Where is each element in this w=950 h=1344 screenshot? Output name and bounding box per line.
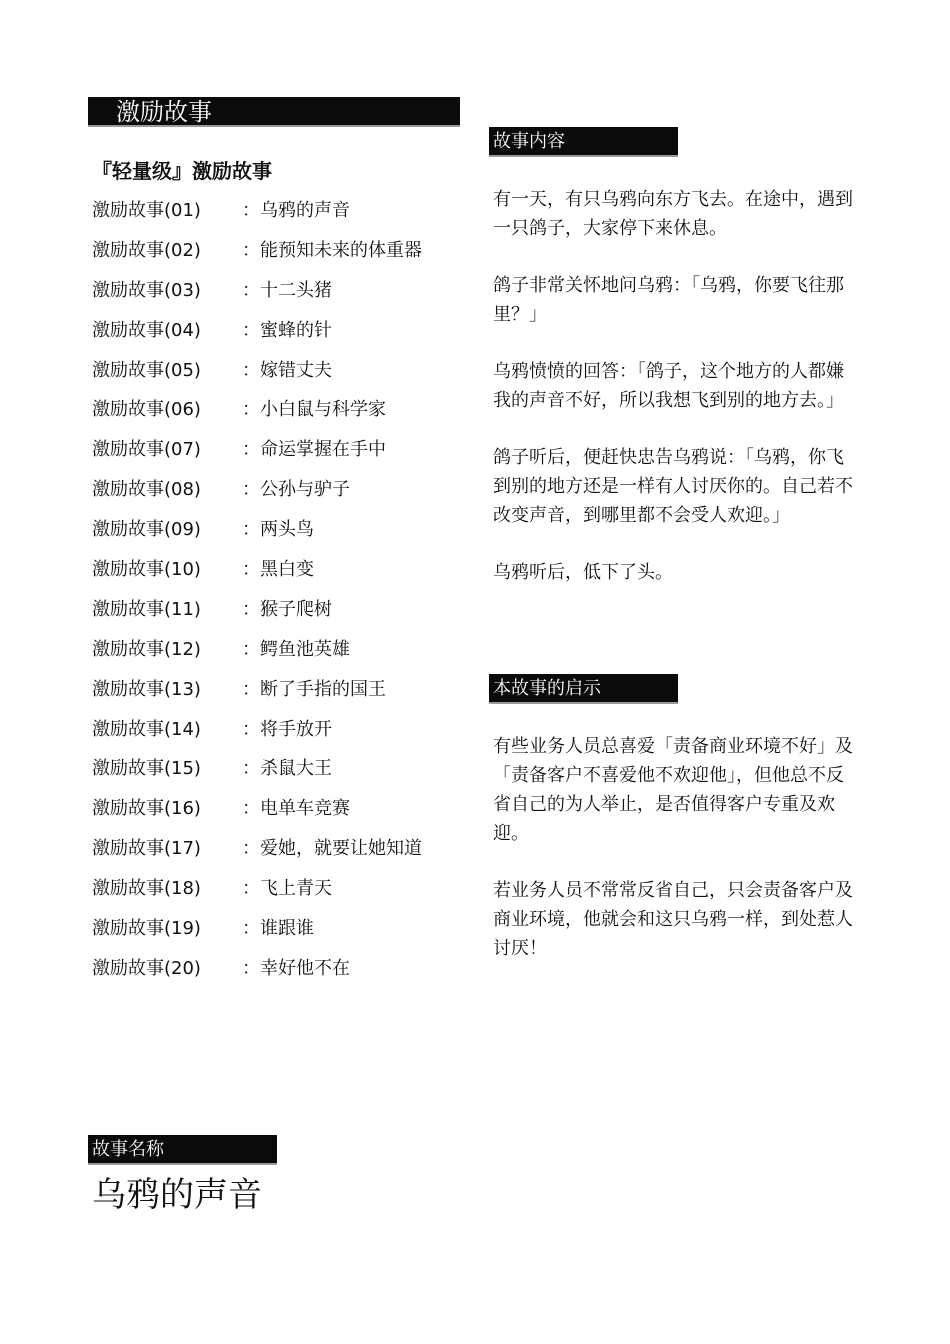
list-item[interactable] [92,277,462,317]
lesson-paragraph: 若业务人员不常常反省自己，只会责备客户及商业环境，他就会和这只乌鸦一样，到处惹人讨厌！ [493,880,853,959]
story-number: 激励故事(03) [92,279,201,301]
story-number: 激励故事(17) [92,838,201,860]
story-title: ：公孙与驴子 [242,479,350,501]
story-name-heading: 故事名称 [88,1135,277,1165]
story-number: 激励故事(01) [92,200,201,221]
list-item[interactable] [92,237,462,277]
story-number: 激励故事(16) [92,798,201,820]
list-item[interactable] [92,596,462,636]
story-title: ：黑白变 [242,559,314,581]
story-number: 激励故事(04) [92,319,201,341]
list-item[interactable] [92,716,462,756]
lesson-paragraph: 有些业务人员总喜爱「责备商业环境不好」及 「责备客户不喜爱他不欢迎他」，但他总不反省自己的为人举止，是否值得客户专重及欢迎。 [493,736,853,844]
list-item[interactable] [92,516,462,556]
story-number: 激励故事(07) [92,439,201,461]
list-item[interactable] [92,396,462,436]
story-title: ：能预知未来的体重器 [242,239,422,261]
series-subtitle: 『轻量级』激励故事 [92,159,272,183]
story-number: 激励故事(06) [92,399,201,421]
list-item[interactable] [92,955,462,995]
content-paragraph: 有一天，有只乌鸦向东方飞去。在途中，遇到一只鸽子，大家停下来休息。 [493,189,853,239]
story-title: ：乌鸦的声音 [242,200,350,221]
list-item[interactable] [92,556,462,596]
story-title: ：杀鼠大王 [242,758,332,780]
story-number: 激励故事(19) [92,918,201,940]
story-number: 激励故事(14) [92,718,201,740]
list-item[interactable] [92,197,462,237]
story-number: 激励故事(05) [92,359,201,381]
story-number: 激励故事(15) [92,758,201,780]
list-item[interactable] [92,755,462,795]
story-number: 激励故事(08) [92,479,201,501]
story-number: 激励故事(09) [92,519,201,541]
story-number: 激励故事(13) [92,678,201,700]
story-number: 激励故事(02) [92,239,201,261]
story-lesson [493,732,861,991]
list-item[interactable] [92,795,462,835]
list-item[interactable] [92,835,462,875]
story-name: 乌鸦的声音 [92,1175,262,1215]
story-title: ：飞上青天 [242,878,332,900]
story-number: 激励故事(20) [92,957,201,979]
content-paragraph: 乌鸦听后，低下了头。 [493,562,673,583]
story-number: 激励故事(12) [92,638,201,660]
story-title: ：电单车竞赛 [242,798,350,820]
story-title: ：嫁错丈夫 [242,359,332,381]
content-paragraph: 鸽子非常关怀地问乌鸦：「乌鸦，你要飞往那里？」 [493,275,844,325]
list-item[interactable] [92,476,462,516]
list-item[interactable] [92,915,462,955]
list-item[interactable] [92,317,462,357]
page-title: 激励故事 [88,97,460,127]
story-content [493,185,861,615]
content-heading: 故事内容 [489,127,678,157]
story-title: ：十二头猪 [242,279,332,301]
list-item[interactable] [92,436,462,476]
story-title: ：蜜蜂的针 [242,319,332,341]
story-number: 激励故事(18) [92,878,201,900]
content-paragraph: 鸽子听后，便赶快忠告乌鸦说：「乌鸦，你飞到别的地方还是一样有人讨厌你的。自己若不改变声音，到哪里都不会受人欢迎。」 [493,447,853,526]
story-title: ：将手放开 [242,718,332,740]
story-number: 激励故事(11) [92,598,201,620]
list-item[interactable] [92,875,462,915]
story-title: ：小白鼠与科学家 [242,399,386,421]
story-title: ：爱她，就要让她知道 [242,838,422,860]
story-index [92,197,462,995]
story-number: 激励故事(10) [92,559,201,581]
story-title: ：幸好他不在 [242,957,350,979]
story-title: ：两头鸟 [242,519,314,541]
content-paragraph: 乌鸦愤愤的回答：「鸽子，这个地方的人都嫌我的声音不好，所以我想飞到别的地方去。」 [493,361,844,411]
story-title: ：猴子爬树 [242,598,332,620]
lesson-heading: 本故事的启示 [489,674,678,704]
list-item[interactable] [92,676,462,716]
list-item[interactable] [92,636,462,676]
story-title: ：命运掌握在手中 [242,439,386,461]
story-title: ：断了手指的国王 [242,678,386,700]
story-title: ：谁跟谁 [242,918,314,940]
story-title: ：鳄鱼池英雄 [242,638,350,660]
list-item[interactable] [92,357,462,397]
